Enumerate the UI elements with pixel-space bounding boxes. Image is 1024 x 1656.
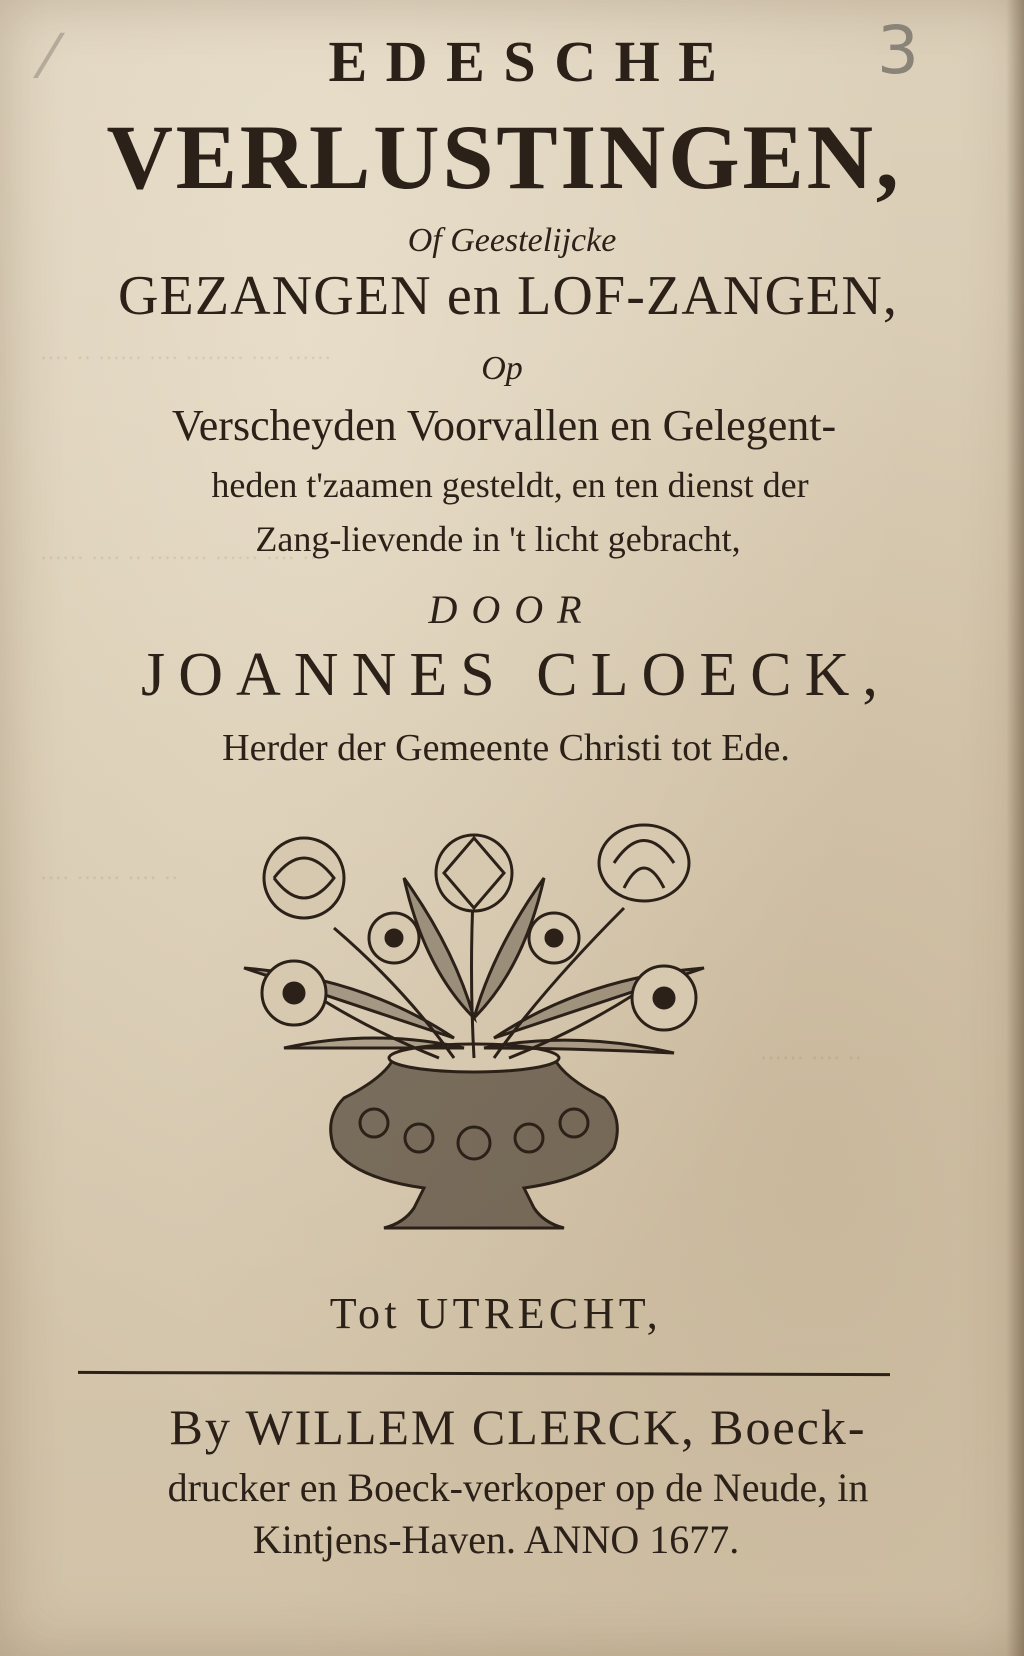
subtitle-op: Op — [481, 350, 523, 387]
byline-door: DOOR — [428, 587, 596, 632]
bleed-through-texture: ‥‥ ‥‥‥ ‥‥ ‥ — [40, 860, 179, 885]
imprint-address: drucker en Boeck-verkoper op de Neude, in — [167, 1465, 869, 1510]
subtitle-gezangen: GEZANGEN en LOF-ZANGEN, — [117, 265, 899, 327]
imprint-printer: By WILLEM CLERCK, Boeck- — [169, 1399, 867, 1455]
description-line-1: Verscheyden Voorvallen en Gelegent- — [171, 401, 837, 450]
bleed-through-texture: ‥‥‥ ‥‥ ‥ ‥‥‥‥ ‥‥‥ ‥‥ ‥ — [40, 540, 317, 565]
subtitle-of-geestelijcke: Of Geestelijcke — [407, 222, 617, 259]
title-line-edesche: EDESCHE — [328, 29, 736, 94]
imprint-rule — [78, 1371, 890, 1376]
pencil-mark: ⁄ — [44, 22, 55, 92]
author-title: Herder der Gemeente Christi tot Ede. — [222, 727, 790, 769]
description-line-2: heden t'zaamen gesteldt, en ten dienst der — [211, 465, 809, 505]
pencil-annotation: 3 — [877, 12, 919, 89]
imprint-date: Kintjens-Haven. ANNO 1677. — [252, 1517, 740, 1562]
description-line-3: Zang-lievende in 't licht gebracht, — [255, 519, 741, 559]
imprint-place: Tot UTRECHT, — [329, 1289, 663, 1338]
flower-vase-woodcut-icon — [224, 818, 724, 1238]
title-line-verlustingen: VERLUSTINGEN, — [106, 106, 902, 208]
bleed-through-texture: ‥‥‥ ‥‥ ‥ — [760, 1040, 863, 1065]
author-name: JOANNES CLOECK, — [141, 641, 891, 709]
bleed-through-texture: ‥‥ ‥ ‥‥‥ ‥‥ ‥‥‥‥ ‥‥ ‥‥‥ — [40, 340, 332, 365]
